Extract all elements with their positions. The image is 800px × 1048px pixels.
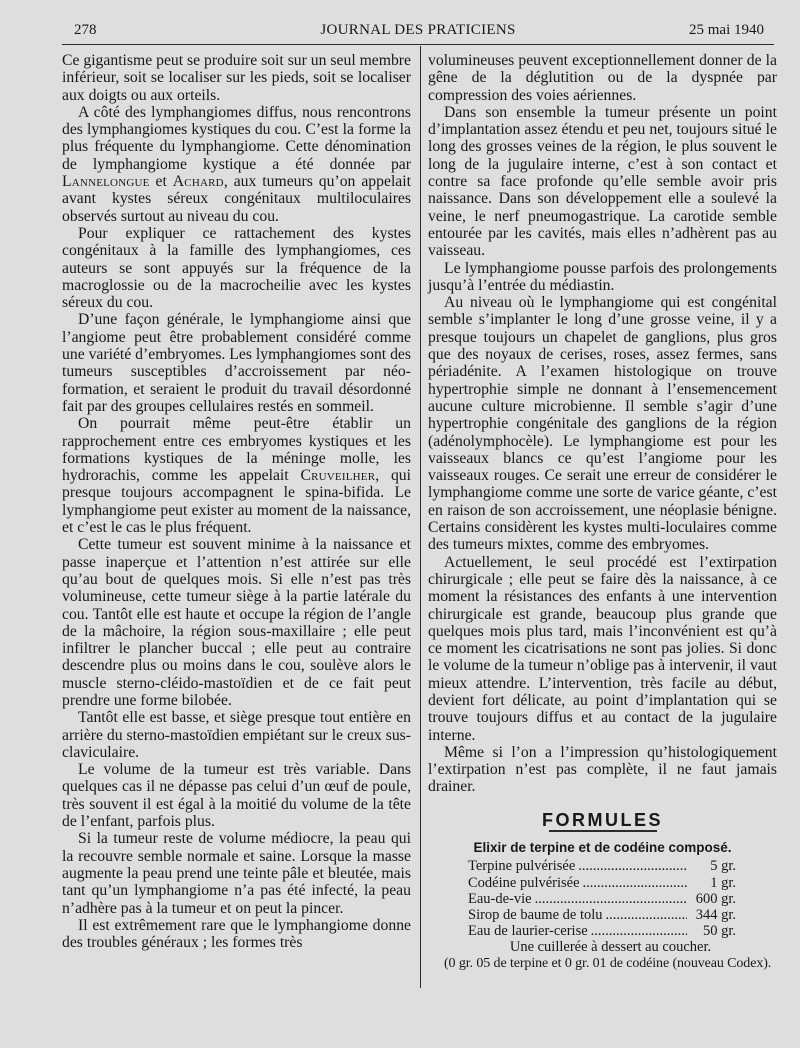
ingredient-name: Eau de laurier-cerise: [468, 923, 588, 940]
ingredient-name: Terpine pulvérisée: [468, 858, 576, 875]
column-divider: [420, 46, 421, 988]
paragraph: Ce gigantisme peut se produire soit sur un seul membre inférieur, soit se localiser sur les pieds, soit se localiser aux doigts ou aux orteils.: [62, 52, 411, 104]
heading-rule: [549, 830, 657, 832]
paragraph: Même si l’on a l’impression qu’histologiquement l’extirpation n’est pas complète, il ne faut jamais drainer.: [428, 743, 777, 796]
ingredient-name: Eau-de-vie: [468, 890, 532, 907]
ingredient-list: [468, 858, 736, 939]
text-run: , aux tumeurs qu’on appelait avant kystes séreux congénitaux multiloculaires observés surtout au niveau du cou.: [62, 173, 411, 225]
paragraph: Si la tumeur reste de volume médiocre, la peau qui la recouvre semble normale et saine. Lorsque la masse augmente la peau prend une teinte pâle et bleutée, mais tant qu’un lymphangiome n’a pas été infecté, la peau n’adhère pas à la tumeur et on peut la pincer.: [62, 830, 411, 917]
leader-dots: [591, 923, 687, 939]
ingredient-row: [468, 923, 736, 939]
formules-title: FORMULES: [542, 809, 663, 830]
text-run: On pourrait même peut-être établir un rapprochement entre ces embryomes kystiques et les formations kystiques de la méninge molle, les hydrorachis, comme les appelait: [62, 415, 411, 485]
author-name: Lannelongue: [62, 173, 150, 191]
ingredient-row: [468, 891, 736, 907]
leader-dots: [535, 891, 687, 907]
issue-date: 25 mai 1940: [689, 22, 764, 38]
ingredient-row: [468, 875, 736, 891]
author-name: Achard: [172, 173, 224, 191]
ingredient-row: [468, 907, 736, 923]
formules-heading: [428, 809, 777, 832]
ingredient-name: Codéine pulvérisée: [468, 874, 580, 891]
right-column: [428, 52, 777, 972]
paragraph: volumineuses peuvent exceptionnellement donner de la gêne de la déglutition ou de la dyspnée par compression des voies aériennes.: [428, 52, 777, 104]
left-column: [62, 52, 411, 951]
paragraph: [62, 104, 411, 225]
leader-dots: [606, 907, 687, 923]
posology: Une cuillerée à dessert au coucher.: [509, 939, 712, 956]
recipe-title: Elixir de terpine et de codéine composé.: [473, 840, 732, 856]
ingredient-quantity: 600 gr.: [695, 890, 736, 907]
ingredient-quantity: 50 gr.: [702, 923, 736, 940]
ingredient-quantity: 1 gr.: [710, 874, 736, 891]
page-number: 278: [74, 22, 97, 38]
paragraph: Pour expliquer ce rattachement des kystes congénitaux à la famille des lymphangiomes, ces auteurs se sont appuyés sur la fréquence de la macroglossie ou de la macrocheilie avec les kystes séreux du cou.: [62, 224, 411, 312]
leader-dots: [578, 858, 687, 874]
page-header: [62, 20, 774, 45]
text-run: et: [149, 173, 173, 191]
paragraph: Il est extrêmement rare que le lymphangiome donne des troubles généraux ; les formes très: [62, 916, 411, 952]
author-name: Cruveilher: [300, 467, 376, 485]
text-run: , qui presque toujours accompagnent le spina-bifida. Le lymphangiome peut exister au moment de la naissance, et c’est le cas le plus fréquent.: [62, 467, 412, 537]
text-run: A côté des lymphangiomes diffus, nous rencontrons des lymphangiomes kystiques du cou. C’est la forme la plus fréquente du lymphangiome. Cette dénomination de lymphangiome kystique a été donnée par: [62, 103, 411, 173]
dosage-note: (0 gr. 05 de terpine et 0 gr. 01 de codéine (nouveau Codex).: [444, 955, 772, 971]
paragraph: Dans son ensemble la tumeur présente un point d’implantation assez étendu et peu net, toujours situé le long des grosses veines de la région, le plus souvent le long de la jugulaire interne, c’est à son contact et contre sa face profonde qu’elle semble avoir pris naissance. Dans son développement elle a soulevé la veine, le nerf pneumogastrique. La carotide semble entourée par les cavités, mais elles n’adhèrent pas au vaisseau.: [428, 103, 777, 260]
paragraph: Tantôt elle est basse, et siège presque tout entière en arrière du sterno-mastoïdien empiétant sur le creux sus-claviculaire.: [62, 709, 411, 761]
paragraph: Le lymphangiome pousse parfois des prolongements jusqu’à l’entrée du médiastin.: [428, 259, 777, 294]
ingredient-quantity: 344 gr.: [695, 906, 736, 923]
ingredient-row: [468, 858, 736, 874]
paragraph: Le volume de la tumeur est très variable. Dans quelques cas il ne dépasse pas celui d’un œuf de poule, très souvent il est égal à la moitié du volume de la tête de l’enfant, parfois plus.: [62, 761, 411, 831]
ingredient-name: Sirop de baume de tolu: [468, 906, 603, 923]
paragraph: Au niveau où le lymphangiome qui est congénital semble s’implanter le long d’une grosse veine, il y a presque toujours un chapelet de ganglions, plus gros que des noyaux de cerises, roses, assez fermes, sans périadénite. A l’examen histologique on trouve hypertrophie simple ne donnant à l’ensemencement aucune culture microbienne. Il semble s’agir d’une hypertrophie congénitale des ganglions de la région (adénolymphocèle). Le lymphangiome est pour les vaisseaux blancs ce qu’est l’angiome pour les vaisseaux rouges. Ce serait une erreur de considérer le lymphangiome comme une sorte de varice géante, c’est en raison de son accroissement, une néoplasie bénigne. Certains considèrent les kystes multi-loculaires comme des tumeurs mixtes, comme des embryomes.: [428, 294, 777, 554]
paragraph: D’une façon générale, le lymphangiome ainsi que l’angiome peut être probablement considéré comme une variété d’embryomes. Les lymphangiomes sont des tumeurs susceptibles d’accroissement par néo-formation, et seraient le produit du travail désordonné fait par des groupes cellulaires restés en sommeil.: [62, 311, 411, 415]
paragraph: Actuellement, le seul procédé est l’extirpation chirurgicale ; elle peut se faire dès la naissance, à ce moment la résistances des enfants à une intervention chirurgicale est grande, beaucoup plus grande que quelques mois plus tard, mais l’inconvénient est qu’à ce moment les cicatrisations ne sont pas jolies. Si donc le volume de la tumeur n’oblige pas à intervenir, il vaut mieux attendre. L’intervention, très facile au début, devient fort délicate, au point d’implantation qui se trouve toujours diffus et au contact de la jugulaire interne.: [428, 553, 777, 744]
ingredient-quantity: 5 gr.: [710, 858, 736, 875]
paragraph: [62, 415, 411, 536]
journal-title: JOURNAL DES PRATICIENS: [320, 22, 516, 38]
leader-dots: [583, 875, 687, 891]
paragraph: Cette tumeur est souvent minime à la naissance et passe inaperçue et l’attention n’est attirée sur elle qu’au bout de quelques mois. Si elle n’est pas très volumineuse, cette tumeur siège à la partie latérale du cou. Tantôt elle est haute et occupe la région de l’angle de la mâchoire, la région sous-maxillaire ; elle peut infiltrer le plancher buccal ; elle peut au contraire descendre plus ou moins dans le cou, soulève alors le muscle sterno-cléido-mastoïdien et de ce fait peut prendre une forme bilobée.: [62, 536, 411, 709]
